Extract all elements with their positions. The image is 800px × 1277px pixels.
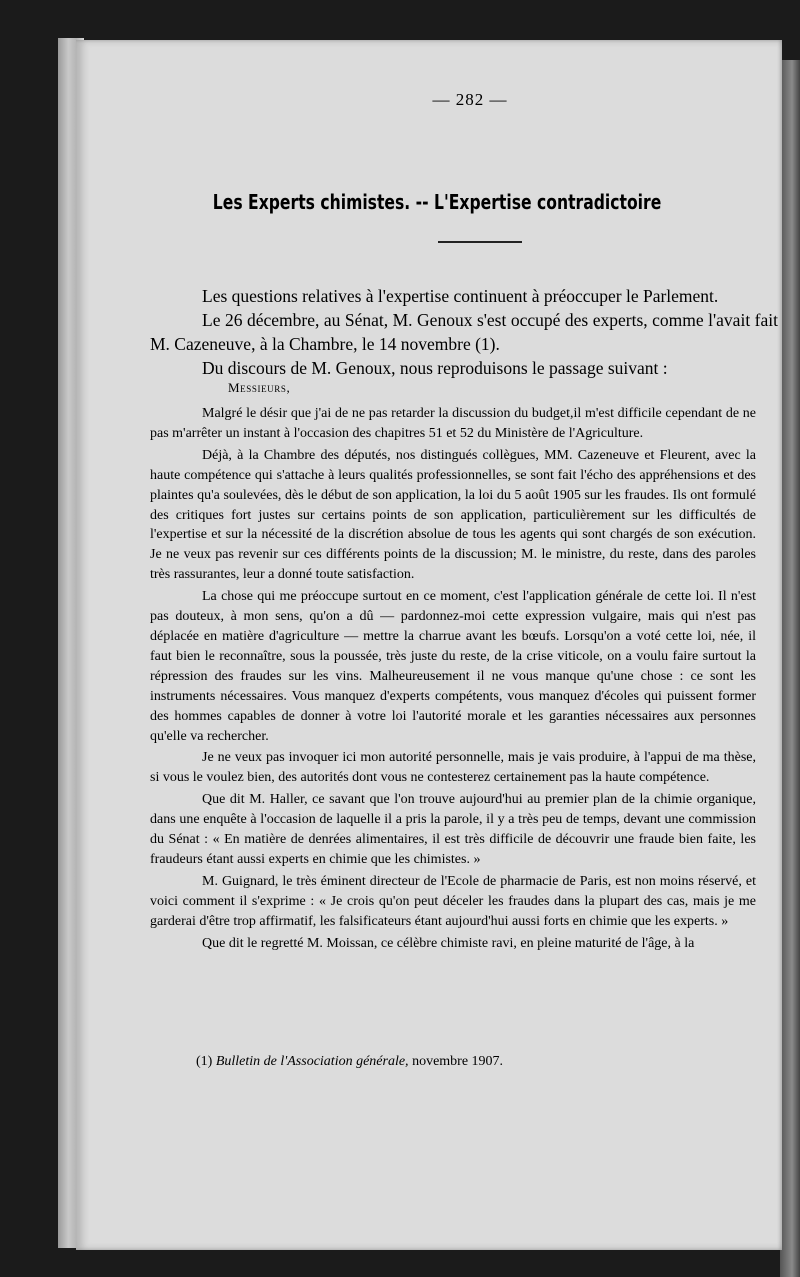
speech-paragraph: Que dit M. Haller, ce savant que l'on trouve aujourd'hui au premier plan de la chimie organique, dans une enquête à l'occasion de laquelle il a pris la parole, il y a très peu de temps, devant une commission du Sénat : « En matière de denrées alimentaires, il est très difficile de découvrir une fraude bien faite, les fraudeurs étant aussi experts en chimie que les chimistes. » — [150, 792, 756, 867]
page-number: — 282 — — [432, 90, 508, 109]
speech-paragraph: Je ne veux pas invoquer ici mon autorité personnelle, mais je vais produire, à l'appui de ma thèse, si vous le voulez bien, des autorités dont vous ne contesterez certainement pas la haute compétence. — [150, 750, 756, 786]
speech-paragraph: M. Guignard, le très éminent directeur de l'Ecole de pharmacie de Paris, est non moins réservé, et voici comment il s'exprime : « Je crois qu'on peut déceler les fraudes dans la plupart des cas, mais je me garderai d'être trop affirmatif, les falsificateurs étant aujourd'hui aussi forts en chimie que les experts. » — [150, 873, 756, 929]
title-divider — [438, 241, 522, 243]
footnote-date: novembre 1907. — [412, 1054, 504, 1069]
speech-paragraph: Déjà, à la Chambre des députés, nos distingués collègues, MM. Cazeneuve et Fleurent, avec la haute compétence qui s'attache à leurs qualités professionnelles, se sont fait l'écho des appréhensions et des plaintes qu'a soulevées, dès le début de son application, la loi du 5 août 1905 sur les fraudes. Ils ont formulé des critiques fort justes sur certains points de son application, particulièrement sur les difficultés de l'expertise et sur la nécessité de la discrétion absolue de tous les agents qui sont chargés de son exécution. Je ne veux pas revenir sur ces différents points de la discussion; M. le ministre, du reste, dans des paroles très rassurantes, leur a donné toute satisfaction. — [150, 447, 756, 583]
speech-body — [150, 404, 756, 955]
intro-paragraph: Les questions relatives à l'expertise continuent à préoccuper le Parlement. — [202, 286, 719, 306]
footnote — [196, 1054, 503, 1070]
facing-page-edge — [780, 60, 800, 1277]
footnote-source: Bulletin de l'Association générale, — [215, 1054, 409, 1069]
speech-paragraph: Que dit le regretté M. Moissan, ce célèbre chimiste ravi, en pleine maturité de l'âge, à la — [202, 935, 695, 951]
intro-paragraph: Du discours de M. Genoux, nous reproduisons le passage suivant : — [202, 358, 668, 378]
intro-block — [150, 284, 778, 380]
footnote-marker: (1) — [196, 1054, 213, 1069]
salutation — [228, 380, 290, 396]
salutation-text: Messieurs, — [228, 380, 291, 395]
speech-paragraph: La chose qui me préoccupe surtout en ce moment, c'est l'application générale de cette loi. Il n'est pas douteux, à mon sens, qu'on a dû — pardonnez-moi cette expression vulgaire, mais qui n'est pas déplacée en matière d'agriculture — mettre la charrue avant les bœufs. Lorsqu'on a voté cette loi, née, il faut bien le reconnaître, sous la poussée, très juste du reste, de la crise viticole, on a voulu faire surtout la répression des fraudes sur les vins. Malheureusement il ne vous manque qu'une chose : ce sont les instruments nécessaires. Vous manquez d'experts compétents, vous manquez d'écoles qui puissent former des hommes capables de donner à votre loi l'autorité morale et les garanties nécessaires aux personnes qu'elle va rechercher. — [150, 589, 756, 744]
speech-paragraph: Malgré le désir que j'ai de ne pas retarder la discussion du budget,il m'est difficile cependant de ne pas m'arrêter un instant à l'occasion des chapitres 51 et 52 du Ministère de l'Agriculture. — [150, 406, 756, 441]
intro-paragraph: Le 26 décembre, au Sénat, M. Genoux s'est occupé des experts, comme l'avait fait M. Cazeneuve, à la Chambre, le 14 novembre (1). — [150, 310, 778, 354]
article-title: Les Experts chimistes. -- L'Expertise contradictoire — [212, 190, 662, 214]
